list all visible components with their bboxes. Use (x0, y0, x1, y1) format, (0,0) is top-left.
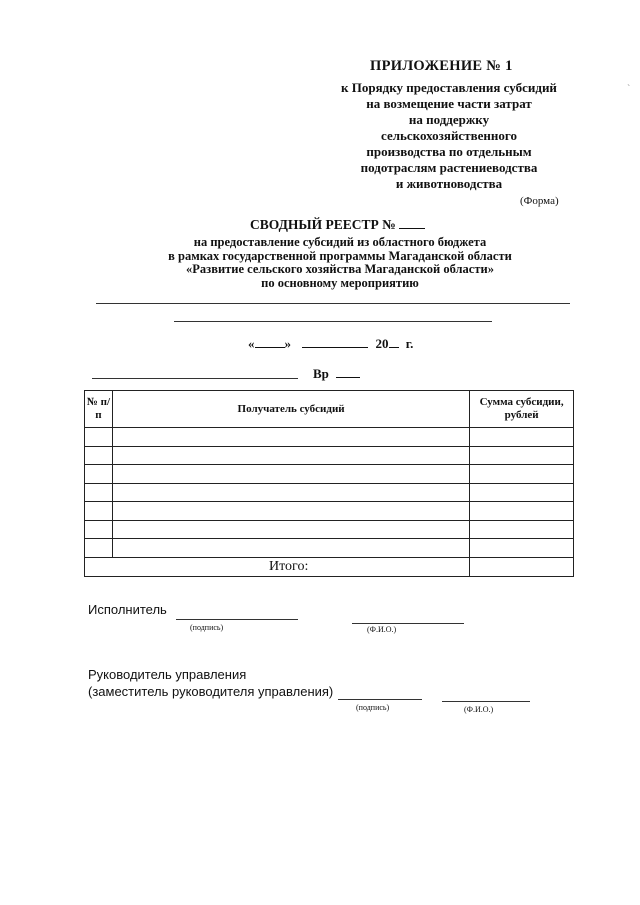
annex-description (318, 80, 580, 192)
executor-fio-line (352, 623, 464, 624)
header-sum: Сумма субсидии, рублей (470, 391, 574, 428)
table-row (85, 520, 574, 539)
header-num: № п/п (85, 391, 113, 428)
executor-fio-caption: (Ф.И.О.) (367, 625, 397, 634)
date-row (248, 336, 413, 352)
head-fio-caption: (Ф.И.О.) (464, 705, 494, 714)
table-row (85, 428, 574, 447)
annex-line: на возмещение части затрат (366, 96, 532, 111)
header-recipient: Получатель субсидий (112, 391, 469, 428)
vr-row (313, 366, 360, 382)
registry-title-text: СВОДНЫЙ РЕЕСТР № (250, 217, 396, 232)
registry-line: на предоставление субсидий из областного бюджета (193, 235, 487, 249)
annex-title: ПРИЛОЖЕНИЕ № 1 (370, 58, 513, 74)
table-header-row (85, 391, 574, 428)
annex-line: к Порядку предоставления субсидий (341, 80, 557, 95)
table-row (85, 446, 574, 465)
annex-line: производства по отдельным (366, 144, 532, 159)
date-open-quote: « (248, 336, 255, 351)
vr-blank-line (92, 378, 298, 379)
executor-signature-line (176, 619, 298, 620)
head-label-line1: Руководитель управления (88, 667, 247, 682)
date-close-quote: » (284, 336, 291, 351)
annex-line: сельскохозяйственного (381, 128, 517, 143)
registry-table (84, 390, 574, 577)
registry-line: «Развитие сельского хозяйства Магаданской области» (186, 262, 494, 276)
registry-title (250, 216, 425, 233)
vr-label: Вр (313, 366, 329, 381)
total-label: Итого: (85, 557, 470, 576)
annex-line: и животноводства (395, 176, 503, 191)
annex-line: подотраслям растениеводства (360, 160, 538, 175)
head-label-line2: (заместитель руководителя управления) (88, 684, 334, 699)
table-row (85, 465, 574, 484)
annex-line: на поддержку (408, 112, 490, 127)
event-blank-line-2 (174, 321, 492, 322)
table-row (85, 502, 574, 521)
scan-mark: ˋ (627, 84, 631, 95)
registry-description (150, 236, 530, 290)
month-blank (302, 336, 368, 348)
head-signature-line (338, 699, 422, 700)
total-sum-cell (470, 557, 574, 576)
year-suffix: г. (405, 336, 414, 351)
day-blank (255, 336, 285, 348)
table-row (85, 483, 574, 502)
table-row (85, 539, 574, 558)
event-blank-line-1 (96, 303, 570, 304)
registry-number-blank (399, 216, 425, 229)
registry-line: в рамках государственной программы Магаданской области (168, 248, 512, 263)
head-fio-line (442, 701, 530, 702)
year-blank (389, 336, 399, 348)
total-row (85, 557, 574, 576)
executor-label: Исполнитель (88, 602, 167, 617)
executor-signature-caption: (подпись) (190, 623, 224, 632)
vr-blank (336, 366, 360, 378)
year-prefix: 20 (375, 336, 389, 351)
registry-line: по основному мероприятию (261, 275, 419, 290)
head-signature-caption: (подпись) (356, 703, 390, 712)
form-note: (Форма) (520, 195, 559, 207)
